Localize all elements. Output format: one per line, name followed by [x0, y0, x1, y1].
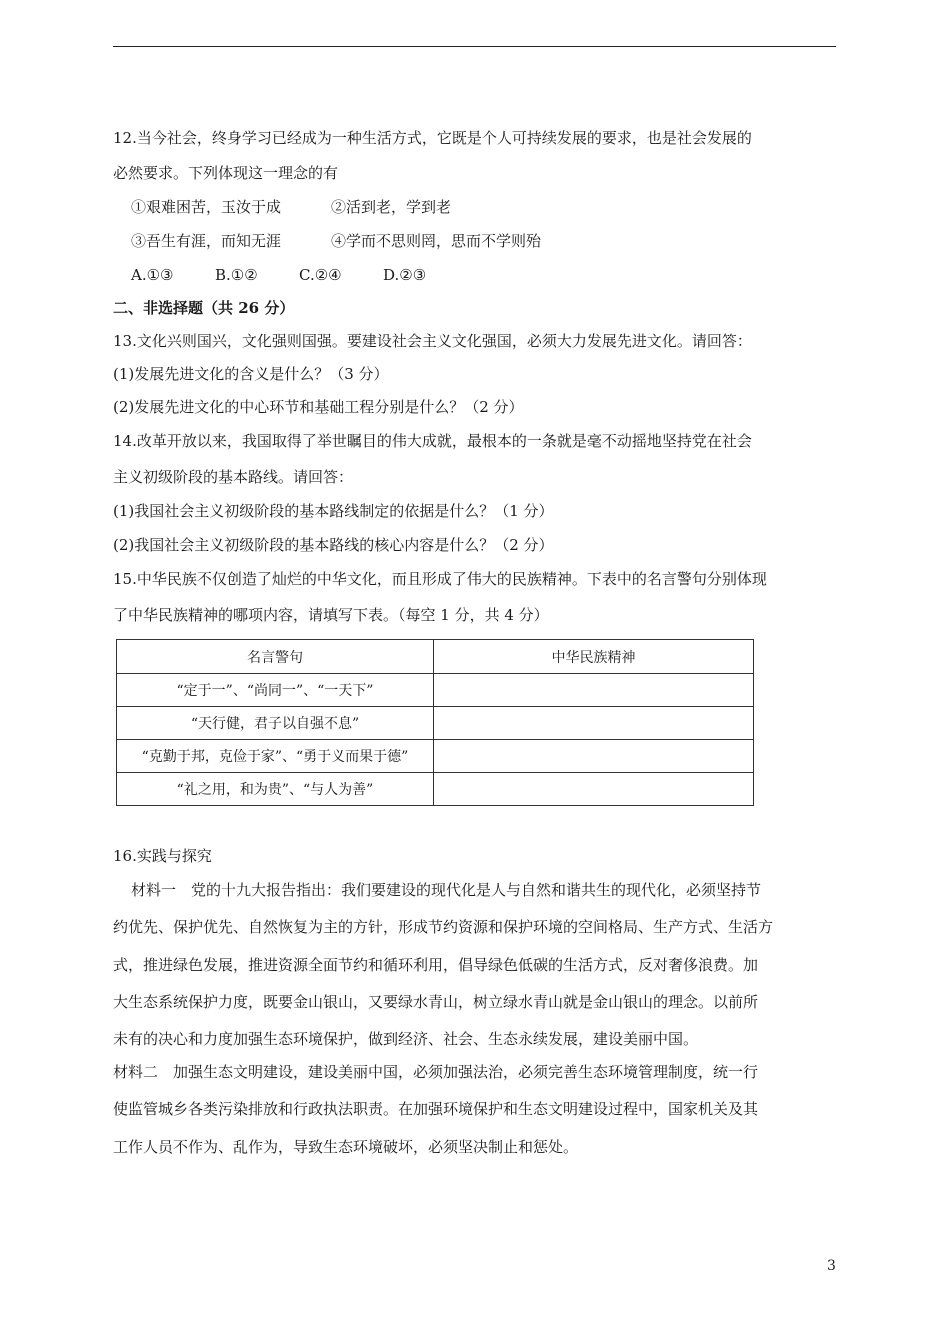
answer-cell[interactable] — [434, 707, 754, 740]
q16-material1-line1: 材料一 党的十九大报告指出：我们要建设的现代化是人与自然和谐共生的现代化，必须坚持节 — [131, 881, 762, 899]
page-number: 3 — [827, 1258, 836, 1274]
table-row — [117, 773, 754, 806]
q16-material1-line4: 大生态系统保护力度，既要金山银山，又要绿水青山，树立绿水青山就是金山银山的理念。以前所 — [113, 993, 759, 1011]
q16-material2-line3: 工作人员不作为、乱作为，导致生态环境破坏，必须坚决制止和惩处。 — [113, 1138, 579, 1156]
q13-stem: 13.文化兴则国兴，文化强则国强。要建设社会主义文化强国，必须大力发展先进文化。请回答： — [113, 332, 752, 350]
q13-sub1: (1)发展先进文化的含义是什么？（3 分） — [113, 365, 389, 383]
q12-options — [131, 265, 426, 285]
answer-cell[interactable] — [434, 674, 754, 707]
q13-sub2: (2)发展先进文化的中心环节和基础工程分别是什么？（2 分） — [113, 398, 524, 416]
answer-cell[interactable] — [434, 773, 754, 806]
q12-stem-line2: 必然要求。下列体现这一理念的有 — [113, 164, 339, 182]
quotes-table — [116, 639, 754, 806]
q12-option-b: B.①② — [215, 266, 258, 284]
q12-option-d: D.②③ — [383, 266, 427, 284]
q12-item-4: ④学而不思则罔，思而不学则殆 — [331, 232, 542, 250]
section2-title: 二、非选择题（共 26 分） — [113, 299, 295, 317]
quote-cell: “天行健，君子以自强不息” — [117, 707, 434, 740]
quote-cell: “克勤于邦，克俭于家”、“勇于义而果于德” — [117, 740, 434, 773]
table-row — [117, 740, 754, 773]
q15-stem-line2: 了中华民族精神的哪项内容，请填写下表。（每空 1 分，共 4 分） — [113, 606, 549, 624]
q12-item-1: ①艰难困苦，玉汝于成 — [131, 198, 282, 216]
q16-material2-line2: 使监管城乡各类污染排放和行政执法职责。在加强环境保护和生态文明建设过程中，国家机关及其 — [113, 1100, 759, 1118]
table-row — [117, 707, 754, 740]
header-rule — [113, 46, 836, 47]
header-quotes: 名言警句 — [117, 640, 434, 674]
q16-material1-line3: 式，推进绿色发展，推进资源全面节约和循环利用，倡导绿色低碳的生活方式，反对奢侈浪费。加 — [113, 956, 759, 974]
q14-stem-line2: 主义初级阶段的基本路线。请回答： — [113, 468, 354, 486]
q12-stem-line1: 12.当今社会，终身学习已经成为一种生活方式，它既是个人可持续发展的要求，也是社会发展的 — [113, 129, 752, 147]
q12-option-c: C.②④ — [299, 266, 342, 284]
q16-material1-line2: 约优先、保护优先、自然恢复为主的方针，形成节约资源和保护环境的空间格局、生产方式、生活方 — [113, 918, 774, 936]
table-header-row — [117, 640, 754, 674]
q12-item-2: ②活到老，学到老 — [331, 198, 452, 216]
answer-cell[interactable] — [434, 740, 754, 773]
q16-title: 16.实践与探究 — [113, 847, 212, 865]
q16-material2-line1: 材料二 加强生态文明建设，建设美丽中国，必须加强法治，必须完善生态环境管理制度，统一行 — [113, 1063, 759, 1081]
q12-item-3: ③吾生有涯，而知无涯 — [131, 232, 282, 250]
q15-stem-line1: 15.中华民族不仅创造了灿烂的中华文化，而且形成了伟大的民族精神。下表中的名言警句分别体现 — [113, 570, 767, 588]
quote-cell: “礼之用，和为贵”、“与人为善” — [117, 773, 434, 806]
header-spirit: 中华民族精神 — [434, 640, 754, 674]
table-row — [117, 674, 754, 707]
quote-cell: “定于一”、“尚同一”、“一天下” — [117, 674, 434, 707]
q14-stem-line1: 14.改革开放以来，我国取得了举世瞩目的伟大成就，最根本的一条就是毫不动摇地坚持党在社会 — [113, 432, 752, 450]
q16-material1-line5: 未有的决心和力度加强生态环境保护，做到经济、社会、生态永续发展，建设美丽中国。 — [113, 1030, 699, 1048]
q12-items-row2 — [131, 231, 541, 251]
q14-sub1: (1)我国社会主义初级阶段的基本路线制定的依据是什么？（1 分） — [113, 502, 554, 520]
q12-items-row1 — [131, 197, 451, 217]
q12-option-a: A.①③ — [131, 266, 174, 284]
q14-sub2: (2)我国社会主义初级阶段的基本路线的核心内容是什么？（2 分） — [113, 536, 554, 554]
